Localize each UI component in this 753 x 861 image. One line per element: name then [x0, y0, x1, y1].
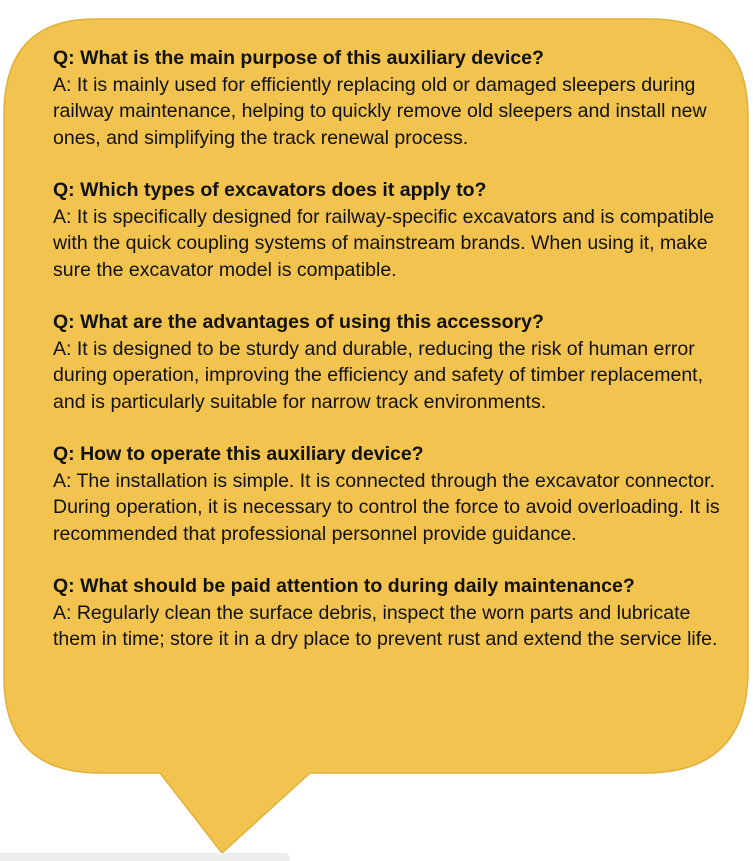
- faq-answer: A: It is specifically designed for railway-specific excavators and is compatible with the quick coupling systems of mainstream brands. When using it, make sure the excavator model is compatible.: [53, 205, 715, 281]
- faq-question: Q: What are the advantages of using this accessory?: [53, 311, 544, 333]
- faq-answer: A: It is designed to be sturdy and durable, reducing the risk of human error during operation, improving the efficiency and safety of timber replacement, and is particularly suitable for narrow track environments.: [53, 337, 703, 413]
- faq-item: [53, 177, 733, 283]
- faq-question: Q: What is the main purpose of this auxiliary device?: [53, 47, 544, 69]
- faq-item: [53, 573, 733, 653]
- faq-question: Q: What should be paid attention to during daily maintenance?: [53, 575, 635, 597]
- faq-answer: A: The installation is simple. It is connected through the excavator connector. During operation, it is necessary to control the force to avoid overloading. It is recommended that professional personnel provide guidance.: [53, 469, 720, 545]
- faq-item: [53, 45, 733, 151]
- faq-item: [53, 309, 733, 415]
- bottom-edge-strip: [0, 853, 290, 861]
- faq-question: Q: Which types of excavators does it apply to?: [53, 179, 487, 201]
- faq-answer: A: Regularly clean the surface debris, inspect the worn parts and lubricate them in time; store it in a dry place to prevent rust and extend the service life.: [53, 601, 718, 650]
- faq-answer: A: It is mainly used for efficiently replacing old or damaged sleepers during railway maintenance, helping to quickly remove old sleepers and install new ones, and simplifying the track renewal process.: [53, 73, 707, 149]
- faq-question: Q: How to operate this auxiliary device?: [53, 443, 424, 465]
- faq-list: [53, 45, 733, 679]
- faq-item: [53, 441, 733, 547]
